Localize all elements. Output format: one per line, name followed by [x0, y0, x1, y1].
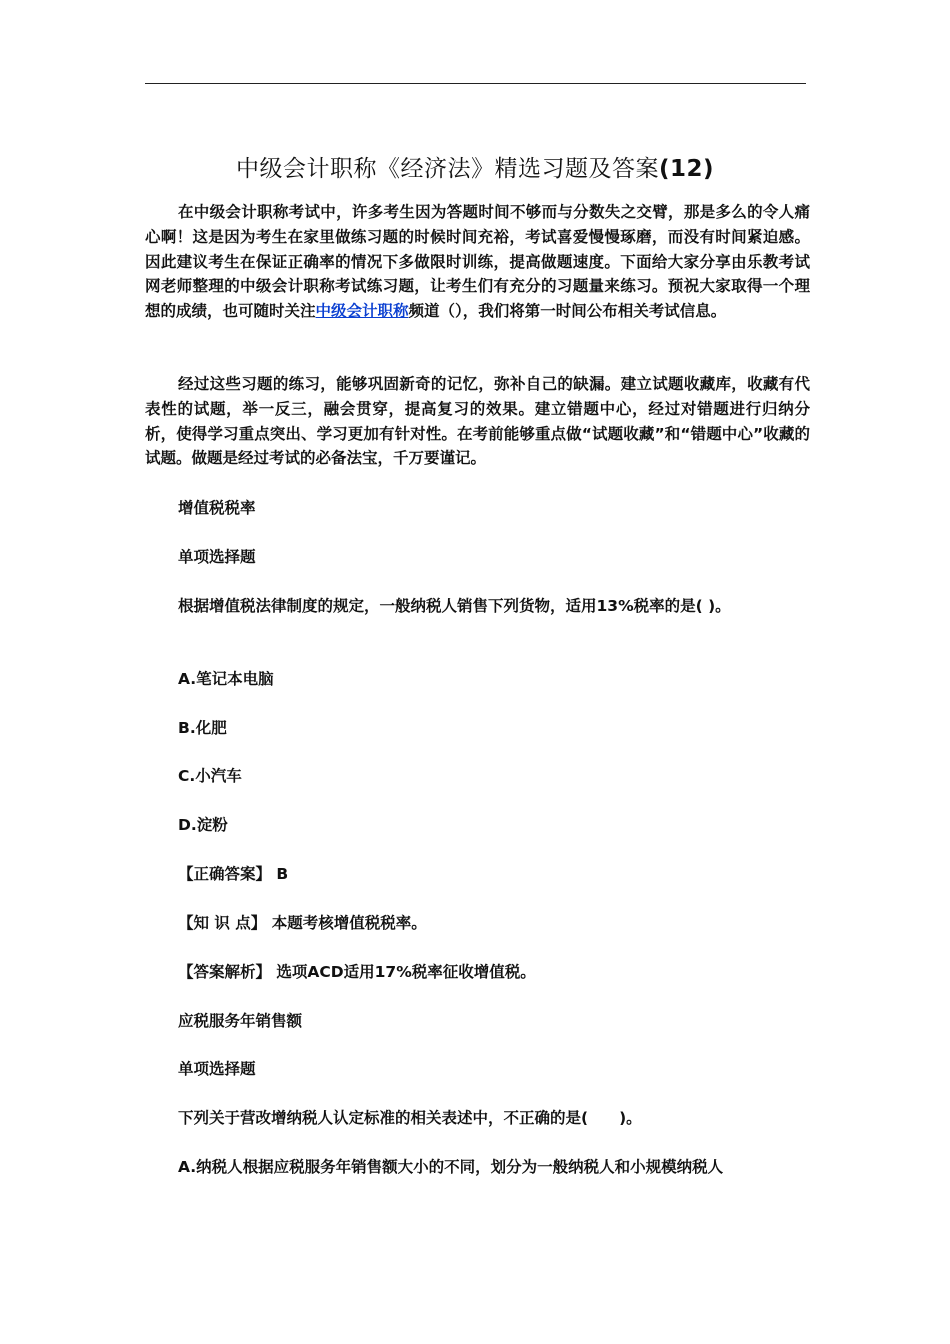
- section1-option-d: D.淀粉: [178, 816, 228, 834]
- section2-topic: 应税服务年销售额: [178, 1012, 303, 1030]
- section1-topic: 增值税税率: [178, 499, 256, 517]
- intro-text-tail: 频道（），我们将第一时间公布相关考试信息。: [408, 302, 727, 321]
- section1-question-type: 单项选择题: [178, 548, 256, 566]
- section1-analysis: 【答案解析】 选项ACD适用17%税率征收增值税。: [178, 963, 536, 981]
- section1-option-c: C.小汽车: [178, 767, 242, 785]
- title-number: (12): [658, 156, 715, 182]
- exam-channel-link[interactable]: 中级会计职称: [315, 302, 409, 321]
- section1-answer: 【正确答案】 B: [178, 865, 289, 883]
- section2-question-type: 单项选择题: [178, 1060, 256, 1078]
- intro-paragraph: [145, 200, 810, 324]
- section1-knowledge-point: 【知 识 点】 本题考核增值税税率。: [178, 914, 427, 932]
- section1-question: 根据增值税法律制度的规定，一般纳税人销售下列货物，适用13%税率的是( )。: [178, 597, 731, 615]
- section1-option-a: A.笔记本电脑: [178, 670, 274, 688]
- section1-option-b: B.化肥: [178, 719, 227, 737]
- document-title: [0, 150, 950, 183]
- header-rule: [145, 83, 806, 84]
- title-text: 中级会计职称《经济法》精选习题及答案: [235, 156, 659, 182]
- section2-question: 下列关于营改增纳税人认定标准的相关表述中，不正确的是( )。: [178, 1109, 642, 1127]
- intro-text: 在中级会计职称考试中，许多考生因为答题时间不够而与分数失之交臂，那是多么的令人痛心啊！这是因为考生在家里做练习题的时候时间充裕，考试喜爱慢慢琢磨，而没有时间紧迫感。因此建议考生在保证正确率的情况下多做限时训练，提高做题速度。下面给大家分享由乐教考试网老师整理的中级会计职称考试练习题，让考生们有充分的习题量来练习。预祝大家取得一个理想的成绩，也可随时关注: [145, 203, 810, 321]
- section2-option-a: A.纳税人根据应税服务年销售额大小的不同，划分为一般纳税人和小规模纳税人: [178, 1158, 724, 1176]
- practice-paragraph: 经过这些习题的练习，能够巩固新奇的记忆，弥补自己的缺漏。建立试题收藏库，收藏有代表性的试题，举一反三，融会贯穿，提高复习的效果。建立错题中心，经过对错题进行归纳分析，使得学习重点突出、学习更加有针对性。在考前能够重点做“试题收藏”和“错题中心”收藏的试题。做题是经过考试的必备法宝，千万要谨记。: [145, 375, 810, 468]
